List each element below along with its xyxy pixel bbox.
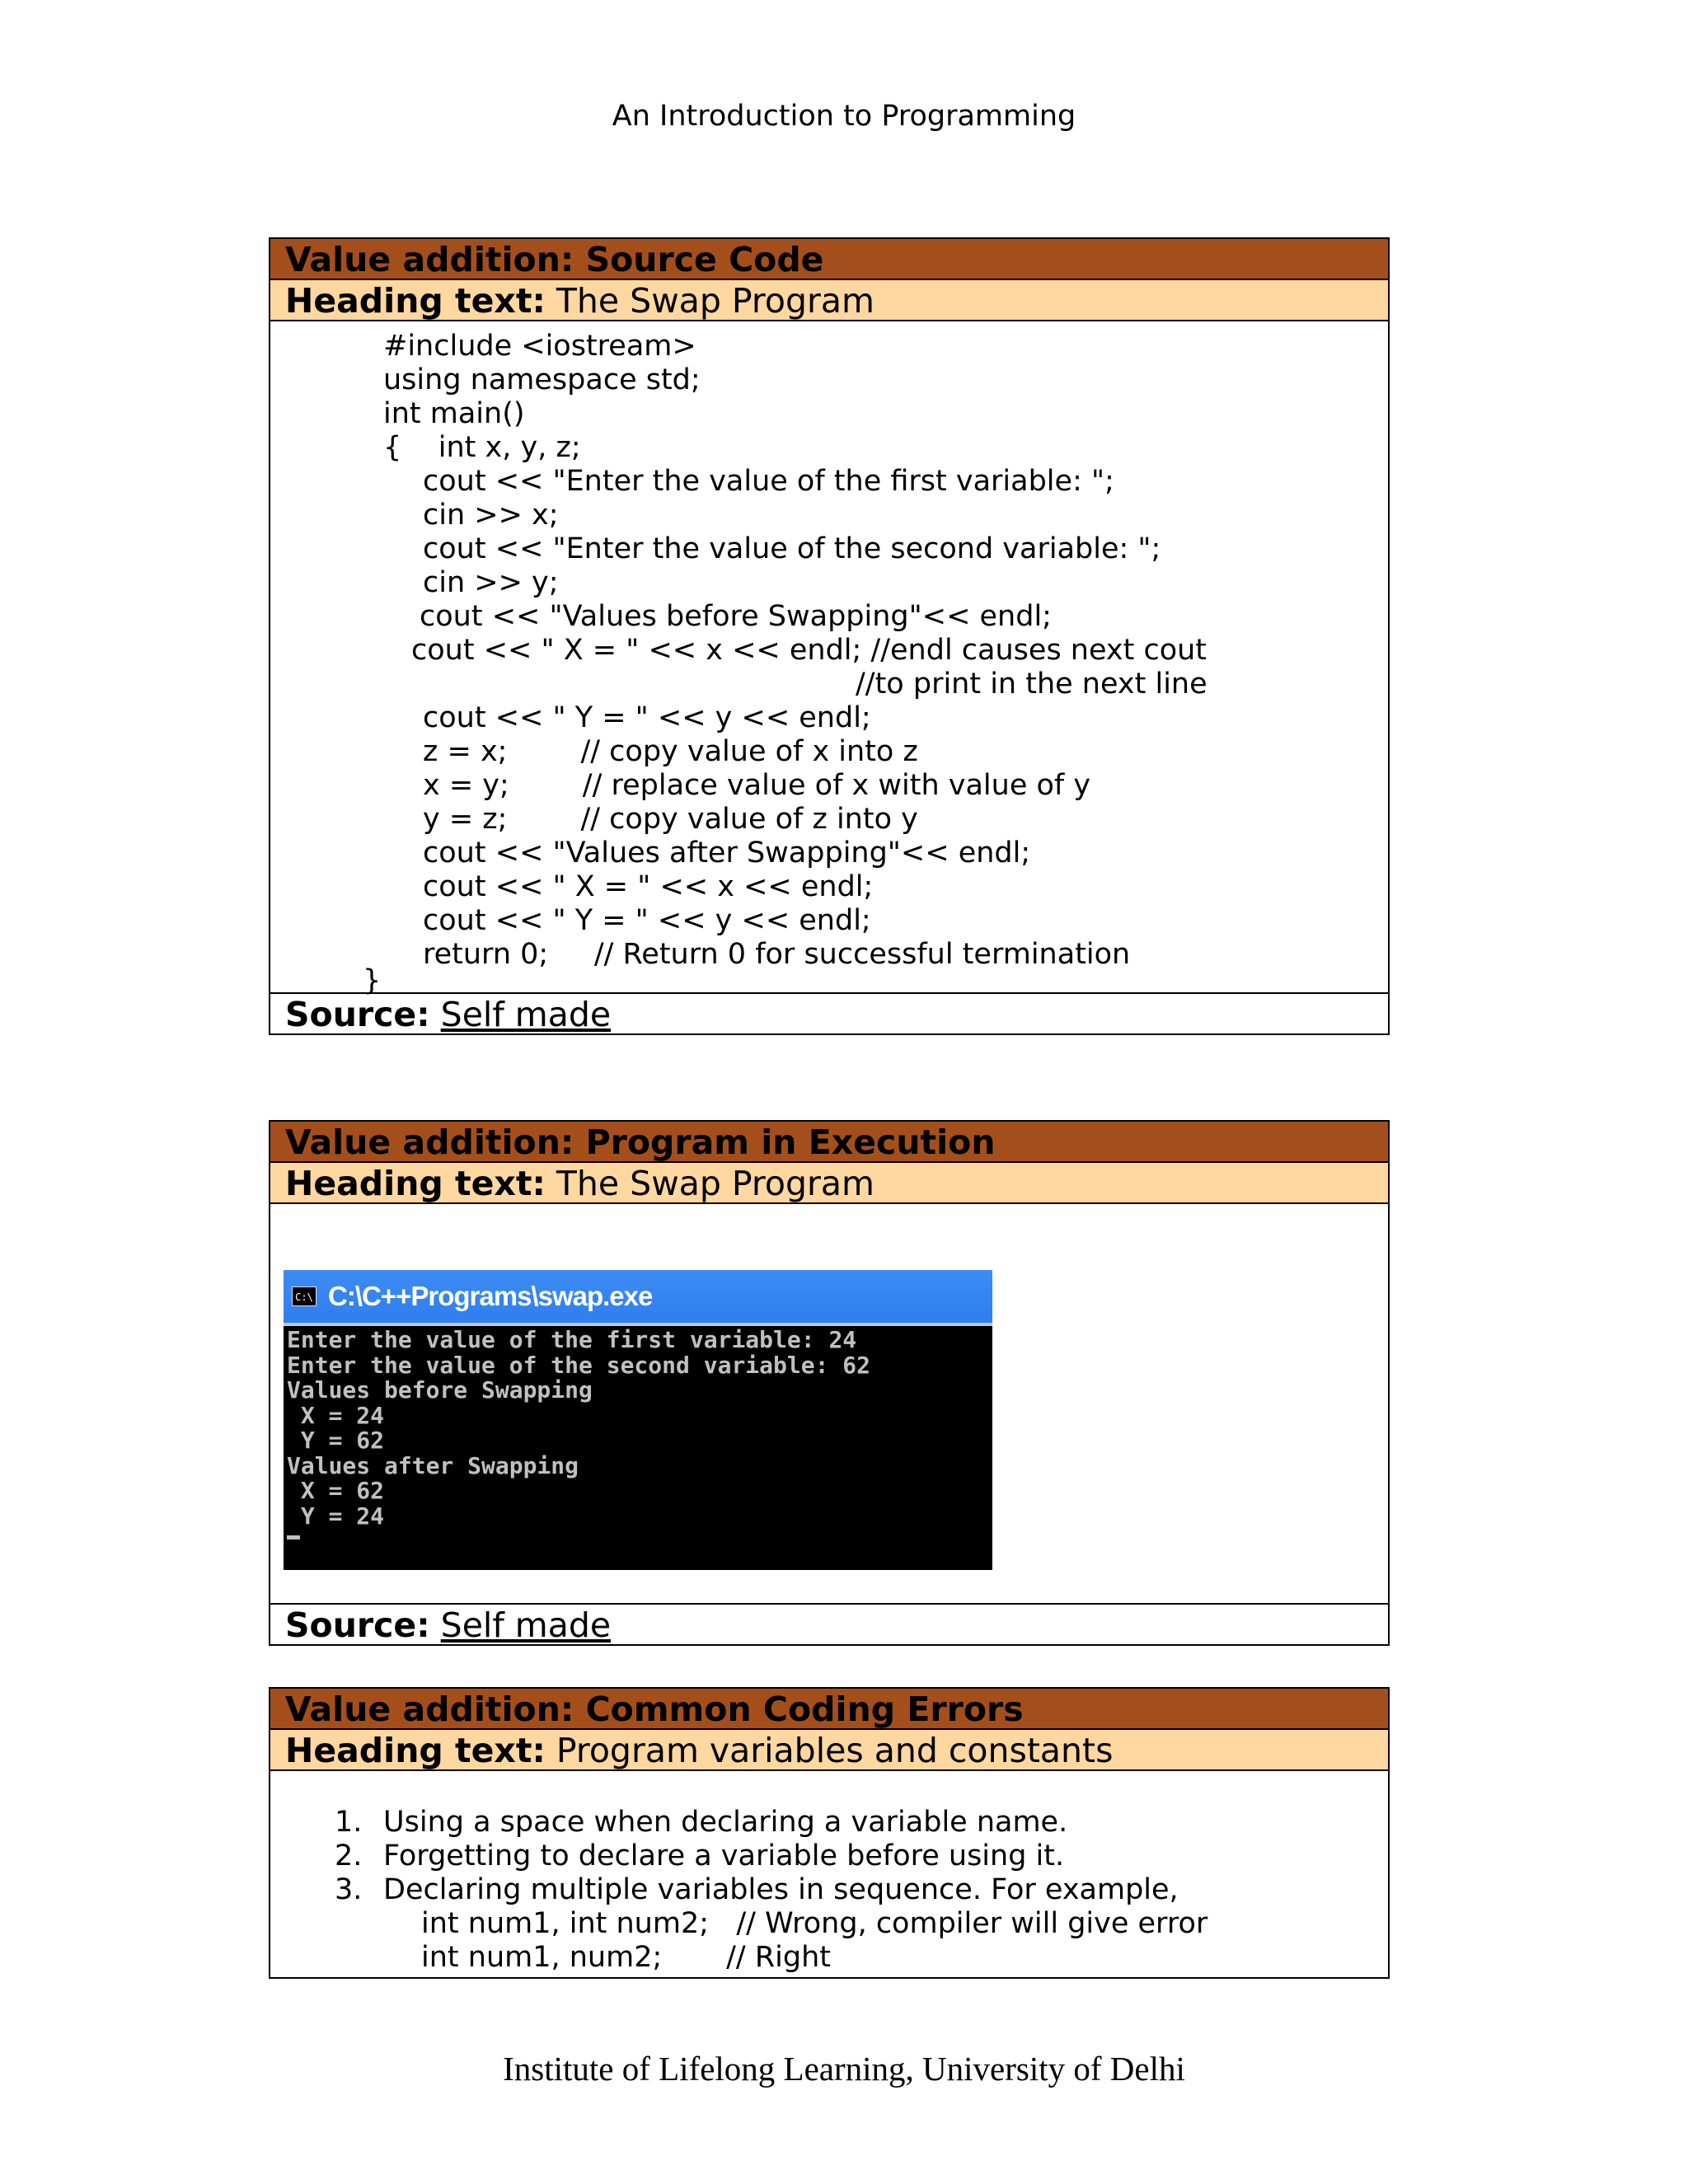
page-header: An Introduction to Programming <box>612 100 1076 133</box>
list-item: Using a space when declaring a variable name. <box>383 1806 1068 1839</box>
code-line: cout << "Values before Swapping"<< endl; <box>420 600 1052 633</box>
heading-value: Program variables and constants <box>545 1731 1114 1770</box>
list-item-number: 2. <box>335 1840 363 1872</box>
console-output <box>284 1326 992 1540</box>
list-item-number: 3. <box>335 1873 363 1906</box>
console-window <box>284 1270 992 1570</box>
code-line: cout << "Enter the value of the second variable: "; <box>423 532 1161 565</box>
heading-value: The Swap Program <box>545 1164 874 1203</box>
source-code-box <box>269 237 1390 1035</box>
list-item: Declaring multiple variables in sequence. For example, <box>383 1873 1179 1906</box>
source-label: Source: <box>285 995 430 1033</box>
source-code-heading <box>270 280 1388 321</box>
code-listing <box>270 321 1388 997</box>
code-line: z = x; // copy value of x into z <box>423 735 918 768</box>
execution-source <box>270 1603 1388 1644</box>
code-line: } <box>363 964 382 997</box>
code-line: return 0; // Return 0 for successful termination <box>423 938 1131 971</box>
console-cursor <box>287 1535 300 1540</box>
errors-box <box>269 1687 1390 1979</box>
code-line: cin >> y; <box>423 566 559 599</box>
source-label: Source: <box>285 1605 430 1644</box>
console-title-bar[interactable] <box>284 1270 992 1323</box>
errors-list <box>270 1771 1388 1977</box>
execution-box <box>269 1120 1390 1646</box>
source-code-title: Value addition: Source Code <box>270 239 1388 280</box>
console-line: Enter the value of the second variable: 62 <box>287 1351 871 1379</box>
source-code-source <box>270 992 1388 1033</box>
console-title: C:\C++Programs\swap.exe <box>328 1281 653 1311</box>
code-line: int main() <box>383 397 525 430</box>
console-line: Y = 62 <box>287 1427 385 1454</box>
heading-label: Heading text: <box>285 281 546 321</box>
execution-heading <box>270 1163 1388 1204</box>
source-link[interactable]: Self made <box>440 995 612 1033</box>
code-line: { int x, y, z; <box>383 431 581 464</box>
list-item: Forgetting to declare a variable before using it. <box>383 1840 1065 1872</box>
errors-title: Value addition: Common Coding Errors <box>270 1689 1388 1730</box>
code-line: cout << "Values after Swapping"<< endl; <box>423 837 1031 869</box>
code-line: x = y; // replace value of x with value of y <box>423 769 1091 802</box>
heading-value: The Swap Program <box>545 281 874 321</box>
console-line: Enter the value of the first variable: 24 <box>287 1326 857 1353</box>
list-item-number: 1. <box>335 1806 363 1839</box>
code-line: cout << " X = " << x << endl; <box>423 870 874 903</box>
code-line: cin >> x; <box>423 499 559 532</box>
code-line: using namespace std; <box>383 363 701 396</box>
code-line: #include <iostream> <box>383 330 696 363</box>
console-line: Values before Swapping <box>287 1376 593 1404</box>
errors-heading <box>270 1730 1388 1771</box>
console-line: X = 62 <box>287 1477 385 1504</box>
cmd-icon: C:\ <box>292 1286 316 1306</box>
console-line: Y = 24 <box>287 1502 385 1530</box>
code-line: cout << " Y = " << y << endl; <box>423 904 871 937</box>
code-line: cout << " X = " << x << endl; //endl causes next cout <box>411 634 1207 667</box>
code-line: cout << "Enter the value of the first variable: "; <box>423 465 1114 498</box>
heading-label: Heading text: <box>285 1164 546 1203</box>
heading-label: Heading text: <box>285 1731 546 1770</box>
execution-title: Value addition: Program in Execution <box>270 1122 1388 1163</box>
example-line: int num1, num2; // Right <box>421 1941 832 1974</box>
page-footer: Institute of Lifelong Learning, University of Delhi <box>503 2050 1185 2088</box>
code-line: cout << " Y = " << y << endl; <box>423 701 871 734</box>
execution-area <box>270 1204 1388 1603</box>
code-line: y = z; // copy value of z into y <box>423 803 918 836</box>
console-line: Values after Swapping <box>287 1451 579 1479</box>
console-line: X = 24 <box>287 1401 385 1429</box>
example-line: int num1, int num2; // Wrong, compiler will give error <box>421 1907 1208 1940</box>
source-link[interactable]: Self made <box>440 1605 612 1644</box>
code-line: //to print in the next line <box>856 668 1207 701</box>
